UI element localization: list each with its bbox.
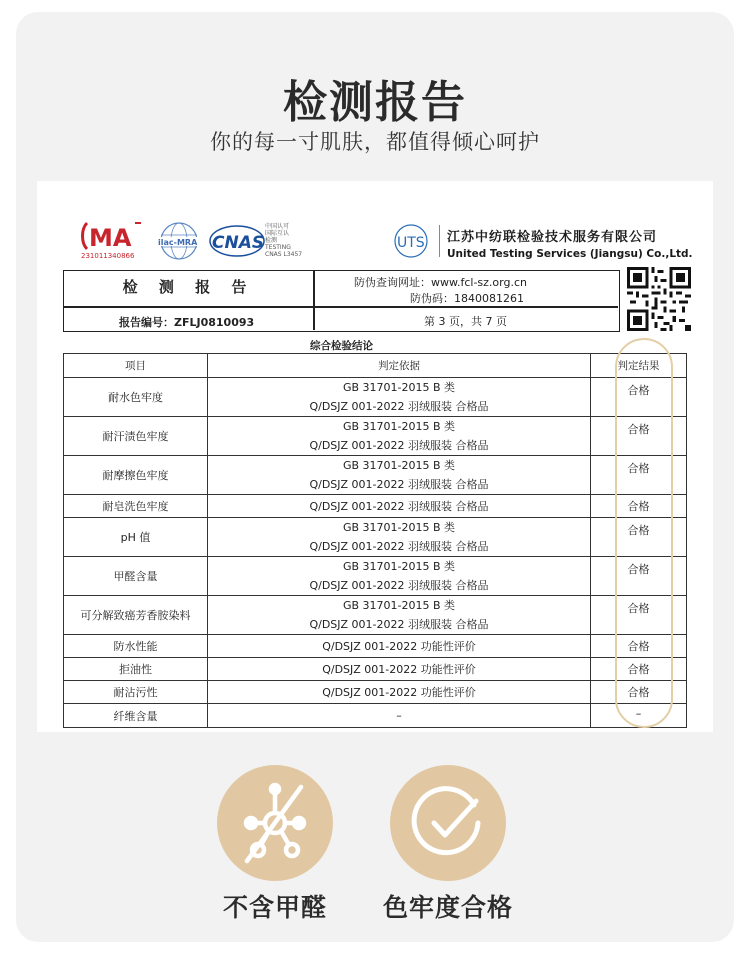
basis-cell: GB 31701-2015 B 类 Q/DSJZ 001-2022 羽绒服装 合格品: [208, 417, 591, 456]
logo-divider: [439, 225, 440, 257]
table-row: [64, 495, 687, 518]
basis-cell: –: [208, 704, 591, 728]
table-row: [64, 681, 687, 704]
col-header-basis: 判定依据: [208, 354, 591, 378]
item-cell: 耐沾污性: [64, 681, 208, 704]
item-cell: 拒油性: [64, 658, 208, 681]
basis-cell: GB 31701-2015 B 类 Q/DSJZ 001-2022 羽绒服装 合格品: [208, 557, 591, 596]
result-cell: 合格: [591, 378, 687, 417]
basis-cell: Q/DSJZ 001-2022 功能性评价: [208, 681, 591, 704]
basis-cell: Q/DSJZ 001-2022 羽绒服装 合格品: [208, 495, 591, 518]
result-cell: 合格: [591, 456, 687, 495]
cma-logo: [81, 219, 143, 261]
company-name-cn: 江苏中纺联检验技术服务有限公司: [447, 230, 658, 245]
table-row: [64, 658, 687, 681]
color-fastness-label: 色牢度合格: [382, 893, 513, 922]
result-cell: 合格: [591, 417, 687, 456]
basis-cell: Q/DSJZ 001-2022 功能性评价: [208, 635, 591, 658]
molecule-crossed-icon: [217, 765, 333, 881]
svg-text:ilac-MRA: ilac-MRA: [158, 238, 198, 247]
uts-logo: [389, 223, 433, 259]
page-info: 第 3 页，共 7 页: [424, 315, 507, 328]
basis-cell: GB 31701-2015 B 类 Q/DSJZ 001-2022 羽绒服装 合格品: [208, 596, 591, 635]
item-cell: 耐水色牢度: [64, 378, 208, 417]
cnas-line-2: 国际互认: [265, 230, 290, 237]
cnas-logo: [209, 223, 265, 259]
result-cell: 合格: [591, 557, 687, 596]
table-row: [64, 635, 687, 658]
cnas-side-text: [265, 223, 325, 258]
result-cell: 合格: [591, 596, 687, 635]
cnas-line-3: 检测: [265, 237, 278, 244]
section-title: 综合检验结论: [310, 340, 373, 352]
formaldehyde-free-label: 不含甲醛: [222, 893, 327, 922]
item-cell: pH 值: [64, 518, 208, 557]
basis-cell: Q/DSJZ 001-2022 功能性评价: [208, 658, 591, 681]
verify-url: 防伪查询网址：www.fcl-sz.org.cn: [354, 276, 527, 289]
result-highlight-ring: [615, 338, 673, 728]
item-cell: 防水性能: [64, 635, 208, 658]
cnas-line-1: 中国认可: [265, 223, 290, 230]
basis-cell: GB 31701-2015 B 类 Q/DSJZ 001-2022 羽绒服装 合格品: [208, 518, 591, 557]
cnas-line-5: CNAS L3457: [265, 251, 303, 258]
report-title: 检 测 报 告: [122, 278, 255, 296]
table-row: [64, 417, 687, 456]
col-header-item: 项目: [64, 354, 208, 378]
page-subtitle: 你的每一寸肌肤，都值得倾心呵护: [210, 130, 540, 154]
result-cell: 合格: [591, 518, 687, 557]
cnas-line-4: TESTING: [265, 244, 291, 251]
basis-cell: GB 31701-2015 B 类 Q/DSJZ 001-2022 羽绒服装 合格品: [208, 456, 591, 495]
report-header-table: [63, 270, 620, 332]
result-cell: 合格: [591, 658, 687, 681]
company-name-en: United Testing Services (Jiangsu) Co.,Ltd.: [447, 248, 693, 260]
result-cell: –: [591, 704, 687, 728]
col-header-result: 判定结果: [591, 354, 687, 378]
check-circle-icon: [390, 765, 506, 881]
svg-text:UTS: UTS: [397, 235, 425, 251]
test-report-document: [37, 181, 713, 732]
table-row: [64, 596, 687, 635]
item-cell: 甲醛含量: [64, 557, 208, 596]
cma-number: 231011340866: [81, 252, 135, 260]
svg-text:MA: MA: [89, 224, 132, 252]
page-title: 检测报告: [283, 77, 467, 128]
results-table: [63, 353, 687, 728]
report-number: 报告编号：ZFLJ0810093: [119, 316, 255, 329]
table-row: [64, 704, 687, 728]
item-cell: 耐汗渍色牢度: [64, 417, 208, 456]
item-cell: 纤维含量: [64, 704, 208, 728]
qr-code: [627, 267, 691, 331]
item-cell: 可分解致癌芳香胺染料: [64, 596, 208, 635]
table-row: [64, 456, 687, 495]
ilac-mra-logo: [155, 221, 203, 261]
result-cell: 合格: [591, 495, 687, 518]
result-cell: 合格: [591, 635, 687, 658]
item-cell: 耐摩擦色牢度: [64, 456, 208, 495]
table-row: [64, 518, 687, 557]
color-fastness-badge: [390, 765, 506, 881]
formaldehyde-free-badge: [217, 765, 333, 881]
item-cell: 耐皂洗色牢度: [64, 495, 208, 518]
table-row: [64, 378, 687, 417]
table-row: [64, 557, 687, 596]
basis-cell: GB 31701-2015 B 类 Q/DSJZ 001-2022 羽绒服装 合格品: [208, 378, 591, 417]
verify-code: 防伪码：1840081261: [410, 292, 524, 305]
result-cell: 合格: [591, 681, 687, 704]
svg-text:CNAS: CNAS: [212, 233, 265, 253]
